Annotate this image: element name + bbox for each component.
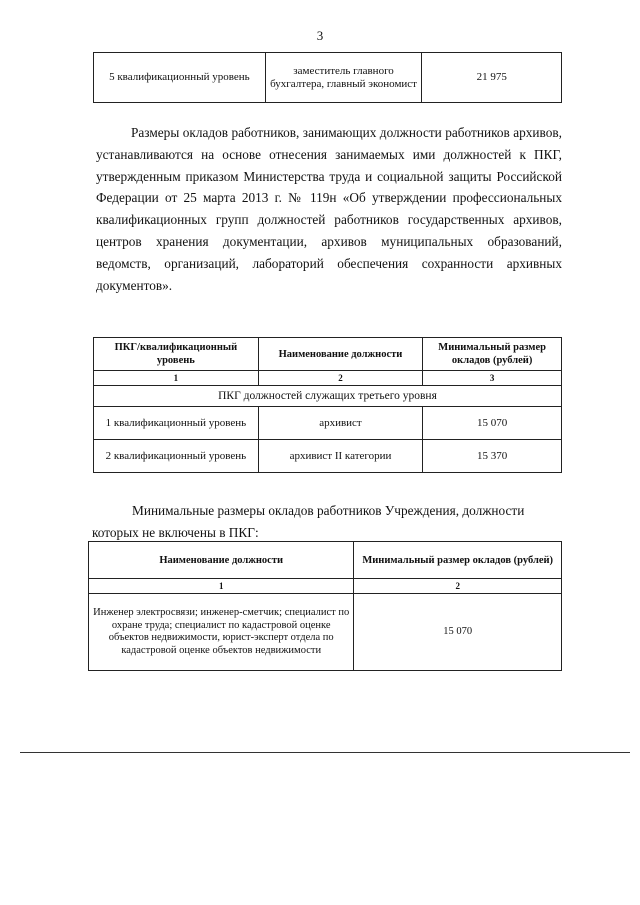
column-header-position: Наименование должности (89, 542, 354, 579)
salary-cell: 21 975 (422, 53, 562, 103)
column-number: 1 (94, 371, 259, 386)
salary-table-continuation (93, 52, 562, 103)
position-cell: Инженер электросвязи; инженер-сметчик; специалист по охране труда; специалист по кадастровой оценке объектов недвижимости, юрист-эксперт отдела по кадастровой оценке объектов недвижимости (89, 594, 354, 671)
archives-salary-table (93, 337, 562, 473)
column-number: 3 (423, 371, 562, 386)
table-row (94, 53, 562, 103)
column-number: 2 (354, 579, 562, 594)
column-header-salary: Минимальный размер окладов (рублей) (354, 542, 562, 579)
position-cell: архивист II категории (258, 440, 423, 473)
table-header-row (94, 338, 562, 371)
archives-salary-paragraph: Размеры окладов работников, занимающих должности работников архивов, устанавливаются на основе отнесения занимаемых ими должностей к ПКГ, утвержденным приказом Министерства труда и социальной защиты Российской Федерации от 25 марта 2013 г. № 119н «Об утверждении профессиональных квалификационных групп должностей работников государственных архивов, центров хранения документации, архивов муниципальных образований, ведомств, организаций, лабораторий обеспечения сохранности архивных документов». (96, 125, 562, 293)
position-cell: заместитель главного бухгалтера, главный экономист (265, 53, 422, 103)
non-pkg-salary-paragraph: Минимальные размеры окладов работников Учреждения, должности которых не включены в ПКГ: (92, 503, 525, 540)
position-cell: архивист (258, 407, 423, 440)
column-header-pkg-level: ПКГ/квалификационный уровень (94, 338, 259, 371)
column-header-position: Наименование должности (258, 338, 423, 371)
group-title-row (94, 386, 562, 407)
qualification-level-cell: 1 квалификационный уровень (94, 407, 259, 440)
table-row (89, 594, 562, 671)
column-number: 1 (89, 579, 354, 594)
salary-cell: 15 070 (423, 407, 562, 440)
table-header-row (89, 542, 562, 579)
group-title: ПКГ должностей служащих третьего уровня (94, 386, 562, 407)
table-row (94, 407, 562, 440)
non-pkg-salary-table (88, 541, 562, 671)
column-number-row (89, 579, 562, 594)
column-header-salary: Минимальный размер окладов (рублей) (423, 338, 562, 371)
column-number-row (94, 371, 562, 386)
bottom-divider (20, 752, 630, 753)
table-row (94, 440, 562, 473)
salary-cell: 15 370 (423, 440, 562, 473)
qualification-level-cell: 2 квалификационный уровень (94, 440, 259, 473)
column-number: 2 (258, 371, 423, 386)
salary-cell: 15 070 (354, 594, 562, 671)
page-number: 3 (316, 28, 324, 43)
qualification-level-cell: 5 квалификационный уровень (94, 53, 266, 103)
